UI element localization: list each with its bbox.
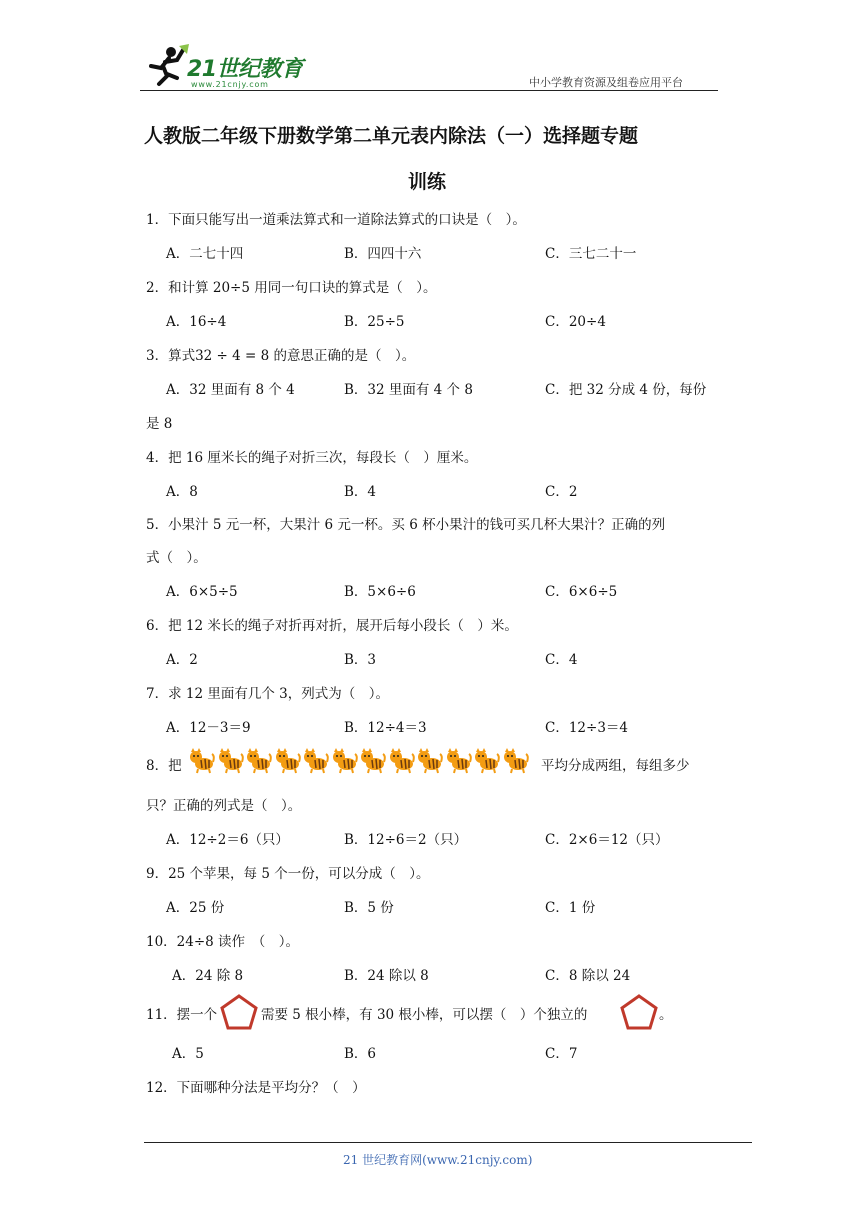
tiger-icon <box>474 748 500 774</box>
pentagon-icon-2 <box>619 993 659 1031</box>
tiger-icon <box>246 748 272 774</box>
q8-option-b[interactable]: B．12÷6＝2（只） <box>344 832 468 848</box>
question-5-line2: 式（ ）。 <box>146 550 207 566</box>
q4-option-a[interactable]: A．8 <box>166 484 198 500</box>
question-7: 7．求 12 里面有几个 3，列式为（ ）。 <box>146 686 389 702</box>
question-2: 2．和计算 20÷5 用同一句口诀的算式是（ ）。 <box>146 280 437 296</box>
q9-option-c[interactable]: C．1 份 <box>545 900 596 916</box>
q10-option-a[interactable]: A．24 除 8 <box>172 968 244 984</box>
page-title: 人教版二年级下册数学第二单元表内除法（一）选择题专题 <box>144 125 639 147</box>
tiger-icon <box>503 748 529 774</box>
q7-option-b[interactable]: B．12÷4＝3 <box>344 720 427 736</box>
tiger-group <box>189 748 531 776</box>
question-3: 3．算式32 ÷ 4 = 8 的意思正确的是（ ）。 <box>146 348 416 364</box>
q8-option-c[interactable]: C．2×6＝12（只） <box>545 832 669 848</box>
tiger-icon <box>275 748 301 774</box>
question-8-line2: 只？正确的列式是（ ）。 <box>146 798 302 814</box>
question-8-suffix: 平均分成两组，每组多少 <box>541 758 690 774</box>
footer-rule <box>144 1142 752 1143</box>
tiger-icon <box>189 748 215 774</box>
q11-option-c[interactable]: C．7 <box>545 1046 578 1062</box>
tiger-icon <box>360 748 386 774</box>
q1-option-b[interactable]: B．四四十六 <box>344 246 422 262</box>
q6-option-b[interactable]: B．3 <box>344 652 377 668</box>
q4-option-c[interactable]: C．2 <box>545 484 578 500</box>
q5-option-c[interactable]: C．6×6÷5 <box>545 584 618 600</box>
question-10: 10．24÷8 读作 （ ）。 <box>146 934 300 950</box>
q3-option-c-continuation: 是 8 <box>146 416 173 432</box>
q10-option-b[interactable]: B．24 除以 8 <box>344 968 429 984</box>
q8-option-a[interactable]: A．12÷2＝6（只） <box>166 832 289 848</box>
tiger-icon <box>389 748 415 774</box>
tiger-icon <box>446 748 472 774</box>
q3-option-a[interactable]: A．32 里面有 8 个 4 <box>166 382 295 398</box>
q6-option-a[interactable]: A．2 <box>166 652 198 668</box>
tiger-icon <box>303 748 329 774</box>
q2-option-b[interactable]: B．25÷5 <box>344 314 405 330</box>
question-9: 9．25 个苹果，每 5 个一份，可以分成（ ）。 <box>146 866 430 882</box>
q5-option-b[interactable]: B．5×6÷6 <box>344 584 416 600</box>
q2-option-c[interactable]: C．20÷4 <box>545 314 606 330</box>
pentagon-icon <box>219 993 259 1031</box>
runner-logo-icon <box>143 44 191 88</box>
question-11-part-c: 。 <box>659 1007 673 1023</box>
q10-option-c[interactable]: C．8 除以 24 <box>545 968 631 984</box>
tiger-icon <box>417 748 443 774</box>
logo-url: www.21cnjy.com <box>191 80 269 89</box>
platform-name: 中小学教育资源及组卷应用平台 <box>529 76 683 89</box>
header-rule <box>140 90 718 91</box>
q3-option-b[interactable]: B．32 里面有 4 个 8 <box>344 382 473 398</box>
q6-option-c[interactable]: C．4 <box>545 652 578 668</box>
q4-option-b[interactable]: B．4 <box>344 484 377 500</box>
footer-text: 21 世纪教育网(www.21cnjy.com) <box>343 1153 533 1167</box>
tiger-icon <box>218 748 244 774</box>
q1-option-c[interactable]: C．三七二十一 <box>545 246 637 262</box>
q11-option-a[interactable]: A．5 <box>172 1046 204 1062</box>
question-12: 12．下面哪种分法是平均分？（ ） <box>146 1080 366 1096</box>
question-6: 6．把 12 米长的绳子对折再对折，展开后每小段长（ ）米。 <box>146 618 518 634</box>
tiger-icon <box>332 748 358 774</box>
q1-option-a[interactable]: A．二七十四 <box>166 246 244 262</box>
q9-option-b[interactable]: B．5 份 <box>344 900 394 916</box>
q9-option-a[interactable]: A．25 份 <box>166 900 225 916</box>
question-5: 5．小果汁 5 元一杯，大果汁 6 元一杯。买 6 杯小果汁的钱可买几杯大果汁？正确的列 <box>146 517 666 533</box>
question-11-part-a: 11．摆一个 <box>146 1007 218 1023</box>
question-1: 1．下面只能写出一道乘法算式和一道除法算式的口诀是（ ）。 <box>146 212 526 228</box>
q2-option-a[interactable]: A．16÷4 <box>166 314 227 330</box>
q7-option-c[interactable]: C．12÷3＝4 <box>545 720 628 736</box>
question-11-part-b: 需要 5 根小棒，有 30 根小棒，可以摆（ ）个独立的 <box>261 1007 588 1023</box>
q5-option-a[interactable]: A．6×5÷5 <box>166 584 238 600</box>
question-8-prefix: 8．把 <box>146 758 182 774</box>
q7-option-a[interactable]: A．12－3＝9 <box>166 720 251 736</box>
logo <box>143 44 313 92</box>
q3-option-c[interactable]: C．把 32 分成 4 份，每份 <box>545 382 707 398</box>
question-4: 4．把 16 厘米长的绳子对折三次，每段长（ ）厘米。 <box>146 450 478 466</box>
page-title-line2: 训练 <box>408 171 447 193</box>
logo-text: 21世纪教育 <box>187 57 303 82</box>
q11-option-b[interactable]: B．6 <box>344 1046 377 1062</box>
